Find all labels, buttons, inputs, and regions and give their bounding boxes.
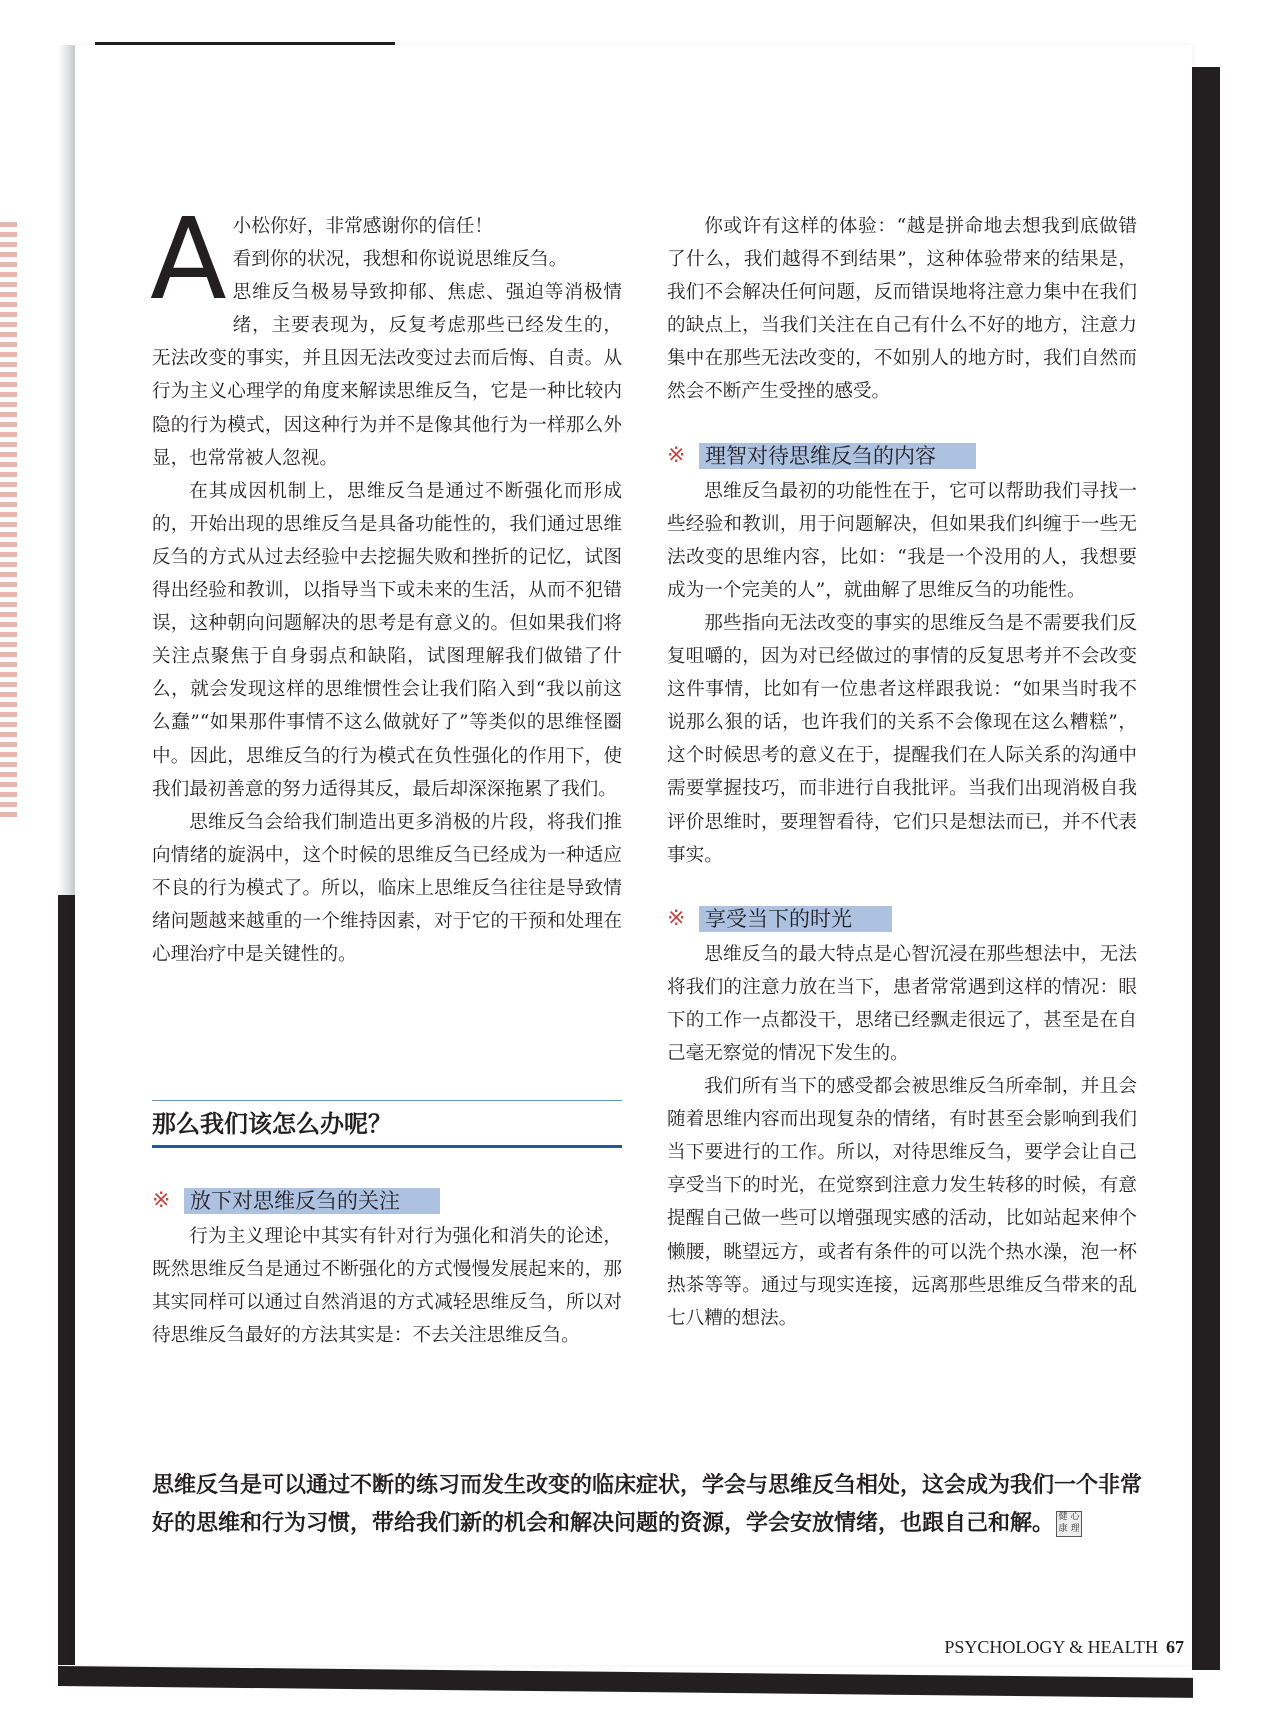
reference-mark-icon: ※ (667, 443, 686, 469)
conclusion-text: 思维反刍是可以通过不断的练习而发生改变的临床症状，学会与思维反刍相处，这会成为我们一个非常好的思维和行为习惯，带给我们新的机会和解决问题的资源，学会安放情绪，也跟自己和解。 (152, 1472, 1143, 1536)
paragraph: 思维反刍极易导致抑郁、焦虑、强迫等消极情绪，主要表现为，反复考虑那些已经发生的，无法改变的事实，并且因无法改变过去而后悔、自责。从行为主义心理学的角度来解读思维反刍，它是一种比较内隐的行为模式，因这种行为并不是像其他行为一样那么外显，也常常被人忽视。 (152, 282, 622, 469)
paragraph: 我们所有当下的感受都会被思维反刍所牵制，并且会随着思维内容而出现复杂的情绪，有时甚至会影响到我们当下要进行的工作。所以，对待思维反刍，要学会让自己享受当下的时光，在觉察到注意力发生转移的时候，有意提醒自己做一些可以增强现实感的活动，比如站起来伸个懒腰，眺望远方，或者有条件的可以洗个热水澡，泡一杯热茶等等。通过与现实连接，远离那些思维反刍带来的乱七八糟的想法。 (667, 1076, 1137, 1329)
paragraph: 那些指向无法改变的事实的思维反刍是不需要我们反复咀嚼的，因为对已经做过的事情的反复思考并不会改变这件事情，比如有一位患者这样跟我说：“如果当时我不说那么狠的话，也许我们的关系不会像现在这么糟糕”，这个时候思考的意义在于，提醒我们在人际关系的沟通中需要掌握技巧，而非进行自我批评。当我们出现消极自我评价思维时，要理智看待，它们只是想法而已，并不代表事实。 (667, 612, 1137, 866)
paragraph: 行为主义理论中其实有针对行为强化和消失的论述，既然思维反刍是通过不断强化的方式慢慢发展起来的，那其实同样可以通过自然消退的方式减轻思维反刍，所以对待思维反刍最好的方法其实是：不去关注思维反刍。 (152, 1226, 622, 1347)
subsection-let-go (152, 1172, 622, 1352)
subsection-title: 理智对待思维反刍的内容 (699, 443, 976, 469)
right-column (667, 210, 1137, 1335)
paragraph: 你或许有这样的体验：“越是拼命地去想我到底做错了什么，我们越得不到结果”，这种体验带来的结果是，我们不会解决任何问题，反而错误地将注意力集中在我们的缺点上，当我们关注在自己有什么不好的地方，注意力集中在那些无法改变的，不如别人的地方时，我们自然而然会不断产生受挫的感受。 (667, 216, 1137, 403)
intro-line: 看到你的状况，我想和你说说思维反刍。 (232, 249, 568, 271)
seal-char: 理 (1070, 1524, 1080, 1534)
subsection-heading (667, 904, 1137, 934)
seal-icon (1056, 1511, 1082, 1537)
page-number: 67 (1166, 1637, 1184, 1657)
seal-char: 心 (1070, 1512, 1080, 1522)
subsection-title: 放下对思维反刍的关注 (184, 1188, 440, 1214)
page-edge-bottom (58, 1666, 1193, 1698)
paragraph: 在其成因机制上，思维反刍是通过不断强化而形成的，开始出现的思维反刍是具备功能性的，我们通过思维反刍的方式从过去经验中去挖掘失败和挫折的记忆，试图得出经验和教训，以指导当下或未来的生活，从而不犯错误，这种朝向问题解决的思考是有意义的。但如果我们将关注点聚焦于自身弱点和缺陷，试图理解我们做错了什么，就会发现这样的思维惯性会让我们陷入到“我以前这么蠢”“如果那件事情不这么做就好了”等类似的思维怪圈中。因此，思维反刍的行为模式在负性强化的作用下，使我们最初善意的努力适得其反，最后却深深拖累了我们。 (152, 480, 622, 800)
magazine-name: PSYCHOLOGY & HEALTH (944, 1637, 1158, 1657)
subsection-title: 享受当下的时光 (699, 906, 892, 932)
section-header (152, 1100, 622, 1148)
paragraph: 思维反刍的最大特点是心智沉浸在那些想法中，无法将我们的注意力放在当下，患者常常遇到这样的情况：眼下的工作一点都没干，思绪已经飘走很远了，甚至是在自己毫无察觉的情况下发生的。 (667, 943, 1137, 1064)
drop-cap: A (150, 195, 227, 325)
section-title: 那么我们该怎么办呢？ (152, 1109, 392, 1138)
reference-mark-icon: ※ (667, 906, 686, 932)
page-edge-right (1192, 67, 1220, 1670)
left-column (150, 195, 622, 971)
greeting: 小松你好，非常感谢你的信任！ (232, 216, 493, 237)
subsection-heading (667, 441, 1137, 471)
divider (152, 1145, 622, 1148)
reference-mark-icon: ※ (152, 1188, 171, 1214)
seal-char: 健 (1058, 1512, 1068, 1522)
page-footer (944, 1637, 1184, 1658)
seal-char: 康 (1058, 1524, 1068, 1534)
subsection-heading (152, 1186, 622, 1216)
decorative-stripes (0, 222, 17, 817)
page-edge-left (58, 895, 75, 1665)
paragraph: 思维反刍会给我们制造出更多消极的片段，将我们推向情绪的旋涡中，这个时候的思维反刍已经成为一种适应不良的行为模式了。所以，临床上思维反刍往往是导致情绪问题越来越重的一个维持因素，对于它的干预和处理在心理治疗中是关键性的。 (152, 811, 622, 966)
paragraph: 思维反刍最初的功能性在于，它可以帮助我们寻找一些经验和教训，用于问题解决，但如果我们纠缠于一些无法改变的思维内容，比如：“我是一个没用的人，我想要成为一个完美的人”，就曲解了思维反刍的功能性。 (667, 480, 1137, 601)
conclusion (152, 1466, 1142, 1542)
